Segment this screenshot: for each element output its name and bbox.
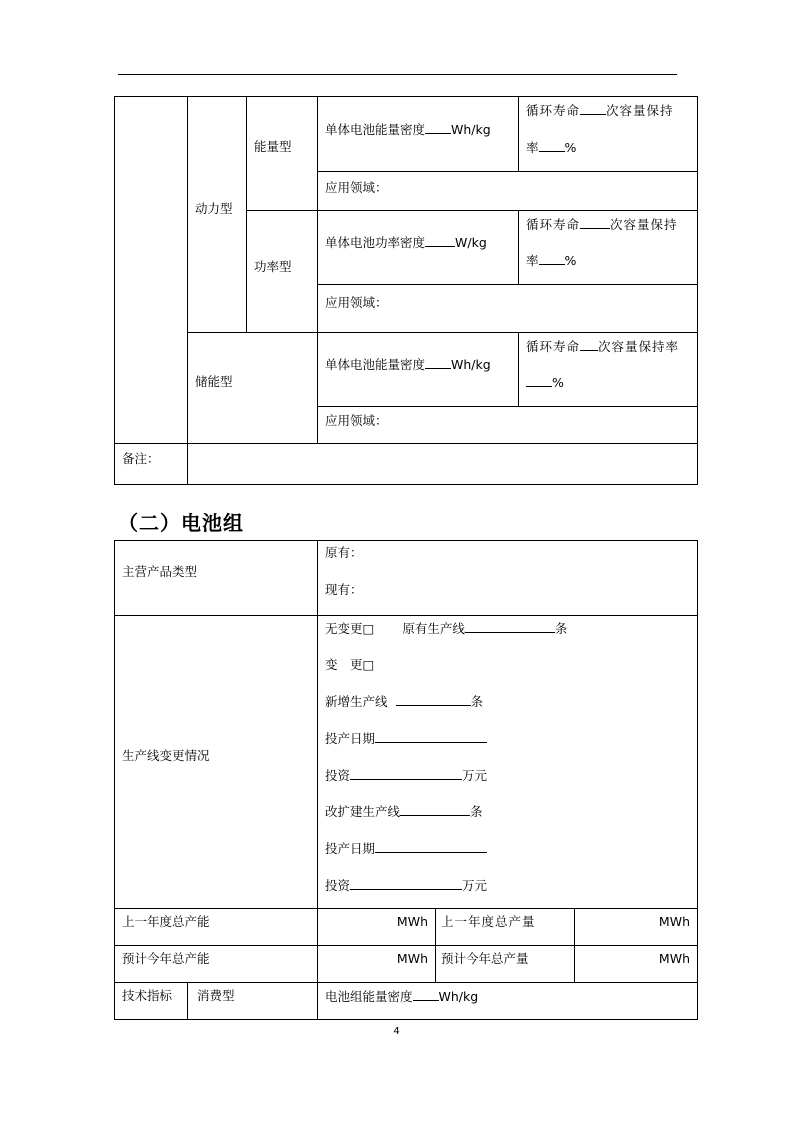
original-lines-label: 原有生产线 [402,621,465,636]
power-density-line [325,233,487,252]
lines-unit: 条 [470,804,483,819]
remarks-label-cell [115,443,187,484]
changed-checkbox[interactable]: 变 更□ [325,657,375,672]
rate-blank[interactable] [539,251,565,265]
mwh-unit: MWh [396,914,428,929]
pack-energy-density-line [325,987,478,1006]
energy-density-cell [317,97,518,171]
battery-pack-table [114,540,698,1020]
cycle-life-suffix: 次容量保持 [610,217,678,232]
main-product-label-cell [115,541,317,615]
power-type-cell [187,97,246,332]
expected-output-label: 预计今年总产量 [441,951,529,966]
tech-indicators-label: 技术指标 [122,988,173,1003]
power-subtype-label: 功率型 [254,259,292,274]
percent-label: % [564,140,577,155]
energy-cycle-life-cell [518,97,697,171]
power-application-cell [317,284,697,332]
original-lines-blank[interactable] [465,619,555,633]
power-cycle-line [526,215,678,234]
power-type-label: 动力型 [195,201,233,216]
current-label: 现有： [325,582,363,597]
cycle-life-prefix: 循环寿命 [526,103,581,118]
production-date-blank[interactable] [375,729,487,743]
power-density-unit: W/kg [455,235,487,250]
storage-type-label: 储能型 [195,374,233,389]
energy-density-line [325,120,491,139]
cycle-life-prefix: 循环寿命 [526,217,581,232]
power-density-prefix: 单体电池功率密度 [325,235,426,250]
original-label: 原有： [325,545,363,560]
last-year-output-label: 上一年度总产量 [441,914,536,929]
pack-energy-density-unit: Wh/kg [438,989,479,1004]
category-blank-cell [115,97,187,443]
expected-capacity-value-cell[interactable] [317,945,435,982]
expanded-lines-line [325,802,483,821]
cycle-life-prefix: 循环寿命 [526,339,581,354]
application-field-label: 应用领域： [325,180,388,195]
expected-output-value-cell[interactable] [574,945,697,982]
storage-cycle-line [526,337,679,356]
cycle-life-blank[interactable] [580,101,606,115]
page-number: 4 [393,1026,400,1037]
cycle-life-suffix-full: 次容量保持率 [598,339,680,354]
last-year-capacity-label: 上一年度总产能 [122,914,210,929]
rate-prefix: 率 [526,140,539,155]
pack-energy-density-blank[interactable] [413,987,439,1001]
production-date-label: 投产日期 [325,841,376,856]
investment-blank[interactable] [350,766,462,780]
main-product-value-cell[interactable] [317,541,697,615]
new-production-date-line [325,729,487,748]
cycle-life-blank[interactable] [580,215,610,229]
energy-application-cell [317,171,697,210]
lines-unit: 条 [554,621,568,636]
storage-density-cell [317,332,518,406]
new-investment-line [325,766,487,785]
line-change-status-label: 生产线变更情况 [122,748,210,763]
no-change-line [325,619,567,638]
power-cycle-life-cell [518,210,697,284]
pack-energy-density-cell [317,982,697,1019]
cycle-life-blank[interactable] [580,337,598,351]
power-density-blank[interactable] [425,233,455,247]
section-heading: （二）电池组 [118,511,244,535]
remarks-input-cell[interactable] [187,443,697,484]
storage-type-cell [187,332,317,443]
remarks-label: 备注： [122,451,160,466]
expanded-lines-label: 改扩建生产线 [325,804,401,819]
application-field-label: 应用领域： [325,413,388,428]
percent-label: % [564,253,577,268]
energy-density-unit: Wh/kg [451,357,491,372]
last-year-capacity-label-cell [115,908,317,945]
cycle-life-suffix: 次容量保持 [606,103,674,118]
rate-blank[interactable] [526,373,552,387]
expanded-investment-line [325,876,487,895]
investment-blank[interactable] [350,876,462,890]
tech-indicators-cell [115,982,187,1019]
line-change-label-cell [115,615,317,908]
investment-label: 投资 [325,768,351,783]
no-change-checkbox[interactable]: 无变更□ [325,621,375,636]
last-year-capacity-value-cell[interactable] [317,908,435,945]
lines-unit: 条 [470,694,484,709]
energy-type-label: 能量型 [254,139,292,154]
consumer-type-cell [187,982,317,1019]
production-date-label: 投产日期 [325,731,376,746]
energy-density-prefix: 单体电池能量密度 [325,122,426,137]
wan-yuan-unit: 万元 [462,878,488,893]
new-lines-label: 新增生产线 [325,694,388,709]
new-lines-blank[interactable] [396,692,471,706]
mwh-unit: MWh [658,914,690,929]
cell-type-table [114,96,698,485]
main-product-type-label: 主营产品类型 [122,564,198,579]
rate-prefix: 率 [526,253,539,268]
storage-cycle-life-cell [518,332,697,406]
energy-density-unit: Wh/kg [451,122,491,137]
storage-rate-line [526,373,564,392]
expanded-lines-blank[interactable] [400,802,470,816]
last-year-output-value-cell[interactable] [574,908,697,945]
application-field-label: 应用领域： [325,295,388,310]
expanded-production-date-line [325,839,487,858]
energy-density-blank[interactable] [425,355,451,369]
wan-yuan-unit: 万元 [462,768,488,783]
power-subtype-cell [246,210,317,332]
energy-type-cell [246,97,317,210]
consumer-type-label: 消费型 [197,988,235,1003]
pack-energy-density-prefix: 电池组能量密度 [325,989,413,1004]
header-rule [118,74,677,75]
energy-density-prefix: 单体电池能量密度 [325,357,426,372]
mwh-unit: MWh [396,951,428,966]
storage-density-line [325,355,491,374]
investment-label: 投资 [325,878,351,893]
energy-cycle-line [526,101,674,120]
power-rate-line [526,251,576,270]
production-date-blank[interactable] [375,839,487,853]
energy-rate-line [526,138,576,157]
expected-output-label-cell [435,945,574,982]
rate-blank[interactable] [539,138,565,152]
mwh-unit: MWh [658,951,690,966]
energy-density-blank[interactable] [425,120,451,134]
power-density-cell [317,210,518,284]
expected-capacity-label: 预计今年总产能 [122,951,210,966]
percent-label: % [552,375,564,390]
new-lines-line [325,692,483,711]
storage-application-cell [317,406,697,443]
expected-capacity-label-cell [115,945,317,982]
last-year-output-label-cell [435,908,574,945]
line-change-value-cell [317,615,697,908]
